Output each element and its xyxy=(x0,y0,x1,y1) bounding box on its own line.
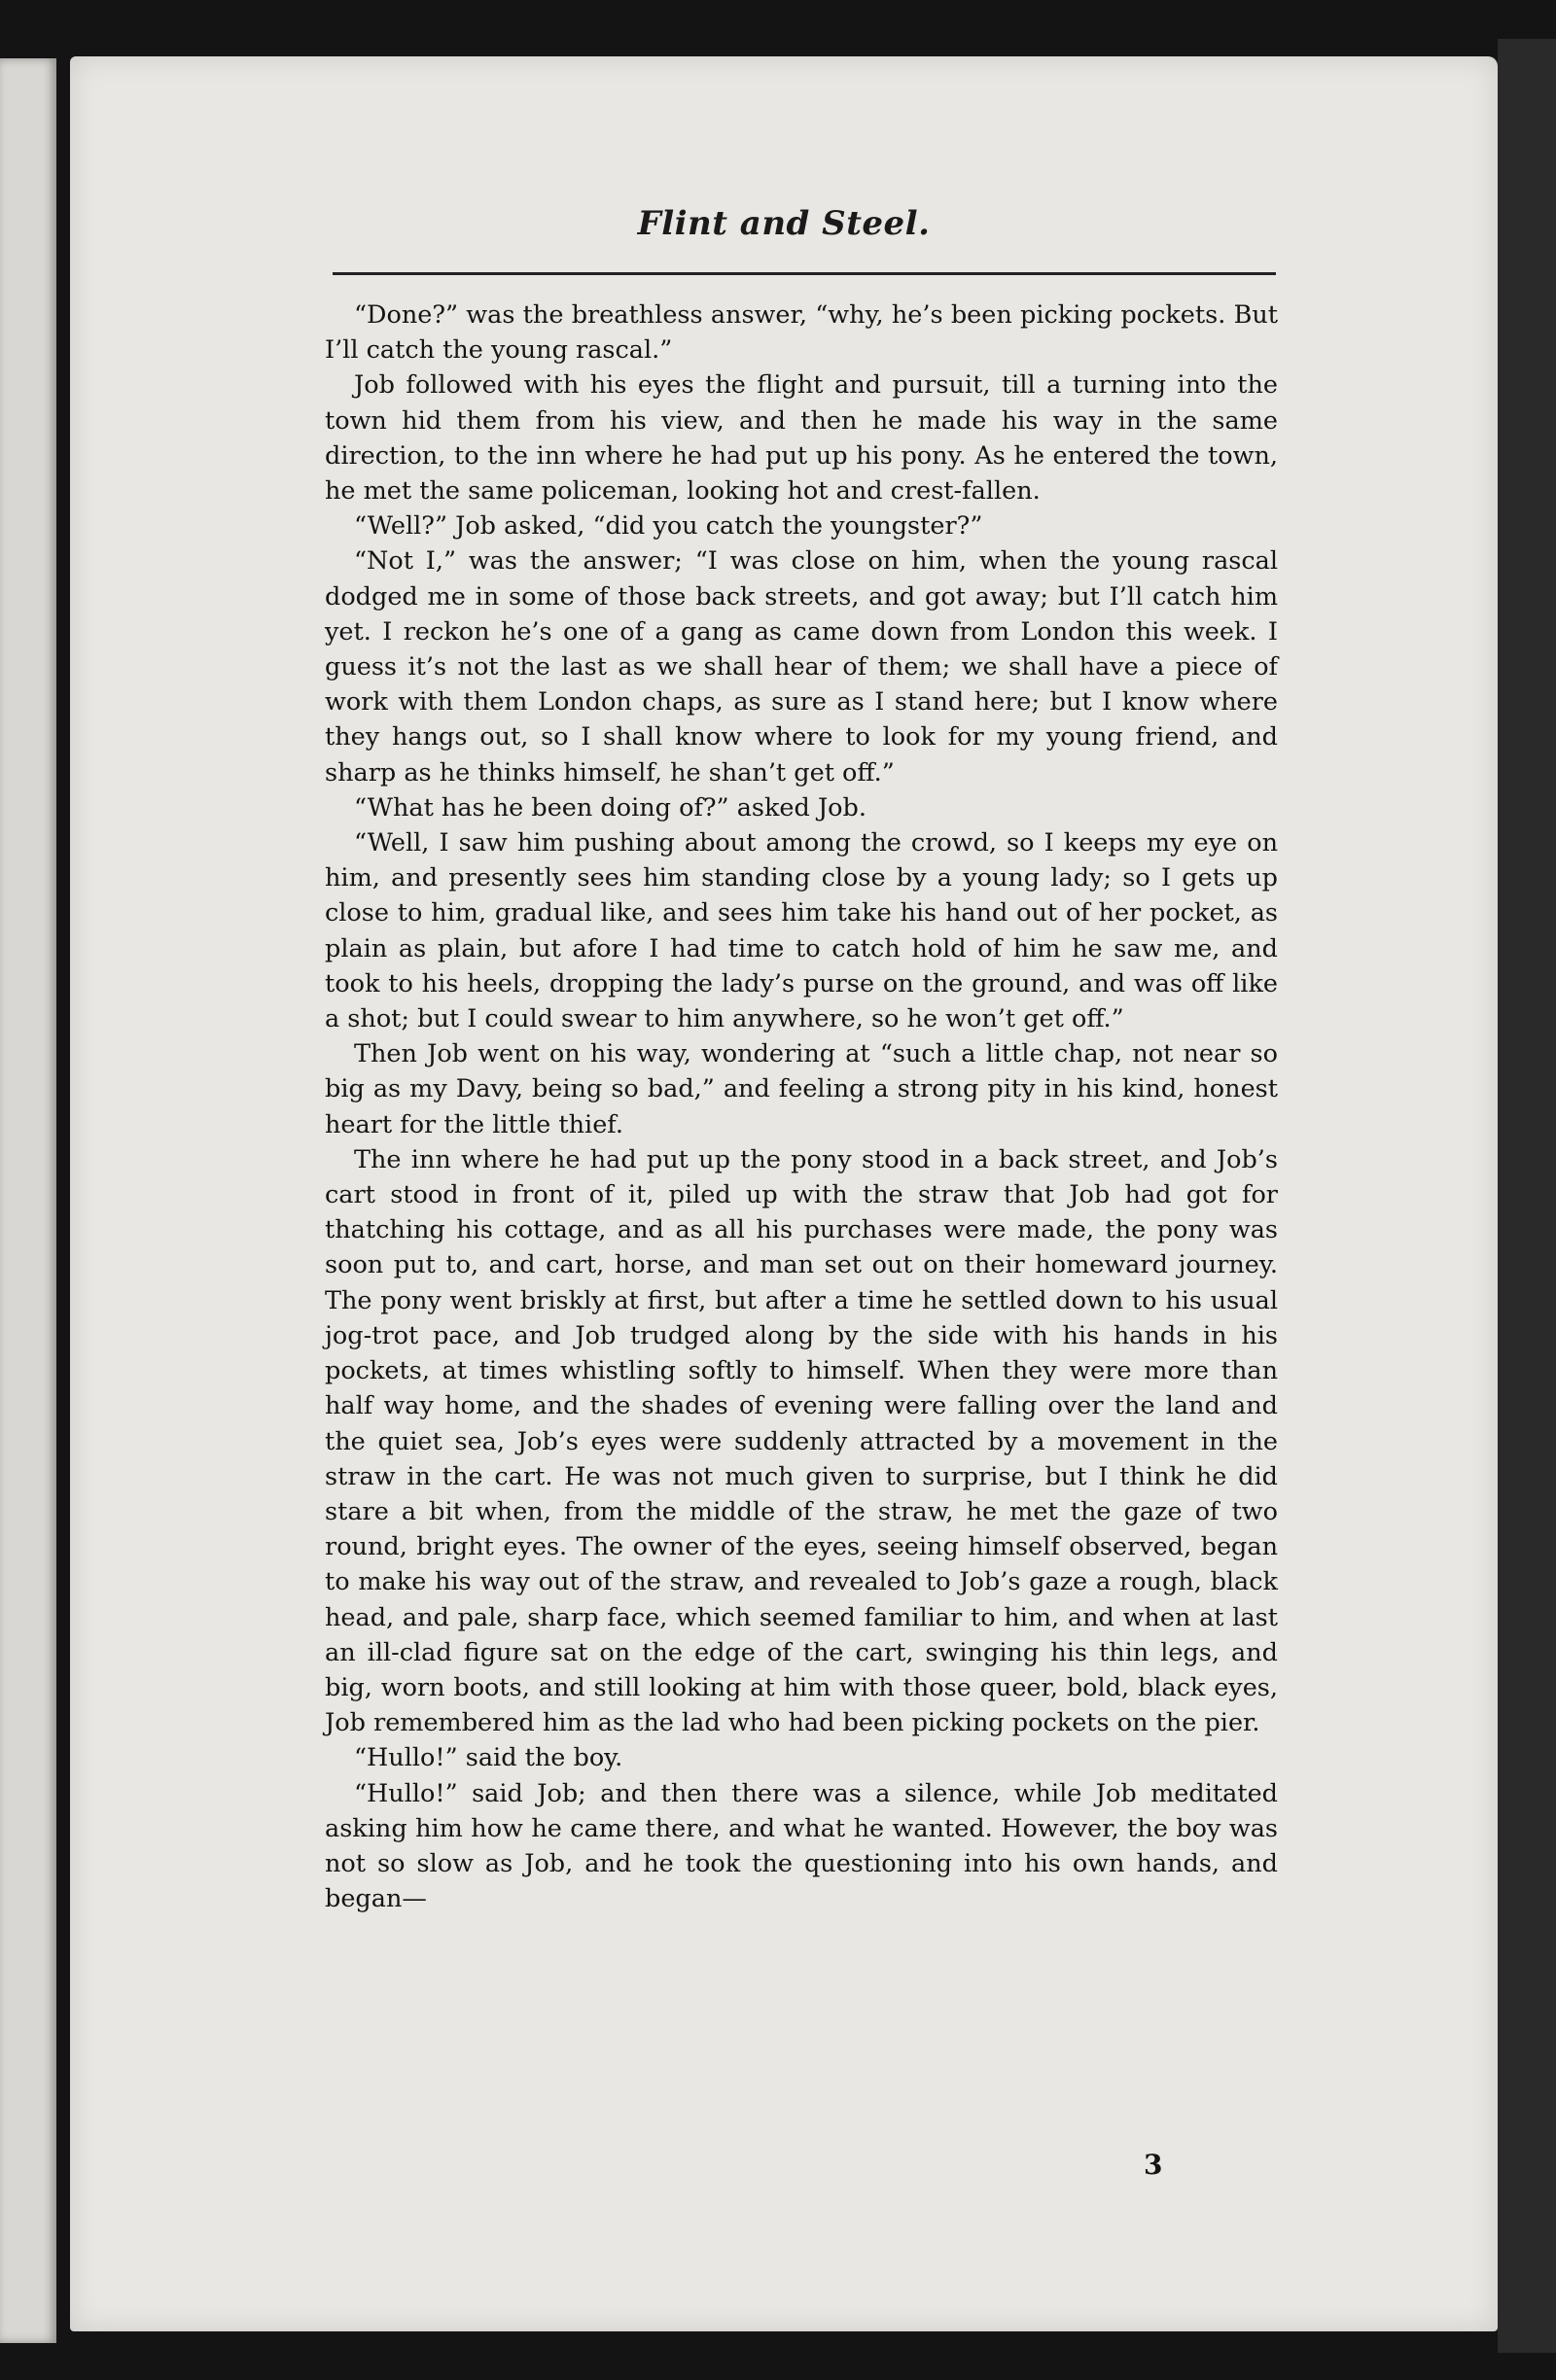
paragraph: “Not I,” was the answer; “I was close on him, when the young rascal dodged me in some of those back streets, and got away; but I’ll catch him yet. I reckon he’s one of a gang as came down from London this week. I guess it’s not the last as we shall hear of them; we shall have a piece of work with them London chaps, as sure as I stand here; but I know where they hangs out, so I shall know where to look for my young friend, and sharp as he thinks himself, he shan’t get off.” xyxy=(325,546,1278,788)
paragraph: “Well?” Job asked, “did you catch the youngster?” xyxy=(354,511,983,542)
running-header-title: Flint and Steel. xyxy=(637,204,931,243)
paragraph: The inn where he had put up the pony stood in a back street, and Job’s cart stood in front of it, piled up with the straw that Job had got for thatching his cottage, and as all his purchases were made, the pony was soon put to, and cart, horse, and man set out on their homeward journey. The pony went briskly at first, but after a time he settled down to his usual jog-trot pace, and Job trudged along by the side with his hands in his pockets, at times whistling softly to himself. When they were more than half way home, and the shades of evening were falling over the land and the quiet sea, Job’s eyes were suddenly attracted by a movement in the straw in the cart. He was not much given to surprise, but I think he did stare a bit when, from the middle of the straw, he met the gaze of two round, bright eyes. The owner of the eyes, seeing himself observed, began to make his way out of the straw, and revealed to Job’s gaze a rough, black head, and pale, sharp face, which seemed familiar to him, and when at last an ill-clad figure sat on the edge of the cart, swinging his thin legs, and big, worn boots, and still looking at him with those queer, bold, black eyes, Job remembered him as the lad who had been picking pockets on the pier. xyxy=(325,1144,1278,1738)
paragraph: “Done?” was the breathless answer, “why, he’s been picking pockets. But I’ll catch the young rascal.” xyxy=(325,300,1278,366)
paragraph: “Well, I saw him pushing about among the crowd, so I keeps my eye on him, and presently sees him standing close by a young lady; so I gets up close to him, gradual like, and sees him take his hand out of her pocket, as plain as plain, but afore I had time to catch hold of him he saw me, and took to his heels, dropping the lady’s purse on the ground, and was off like a shot; but I could swear to him anywhere, so he won’t get off.” xyxy=(325,828,1278,1034)
paragraph: “What has he been doing of?” asked Job. xyxy=(354,792,866,822)
paragraph: Job followed with his eyes the flight and pursuit, till a turning into the town hid them from his view, and then he made his way in the same direction, to the inn where he had put up his pony. As he entered the town, he met the same policeman, looking hot and crest-fallen. xyxy=(325,370,1278,507)
header-rule xyxy=(333,272,1276,275)
paragraph: Then Job went on his way, wondering at “such a little chap, not near so big as my Davy, being so bad,” and feeling a strong pity in his kind, honest heart for the little thief. xyxy=(325,1039,1278,1139)
body-text xyxy=(325,298,1278,1916)
book-gutter-shadow xyxy=(1498,39,1556,2353)
paragraph: “Hullo!” said the boy. xyxy=(354,1743,623,1773)
previous-page-edge xyxy=(0,58,56,2343)
book-page xyxy=(70,56,1498,2331)
page-number: 3 xyxy=(1144,2149,1163,2181)
paragraph: “Hullo!” said Job; and then there was a silence, while Job meditated asking him how he came there, and what he wanted. However, the boy was not so slow as Job, and he took the questioning into his own hands, and began— xyxy=(325,1778,1278,1914)
